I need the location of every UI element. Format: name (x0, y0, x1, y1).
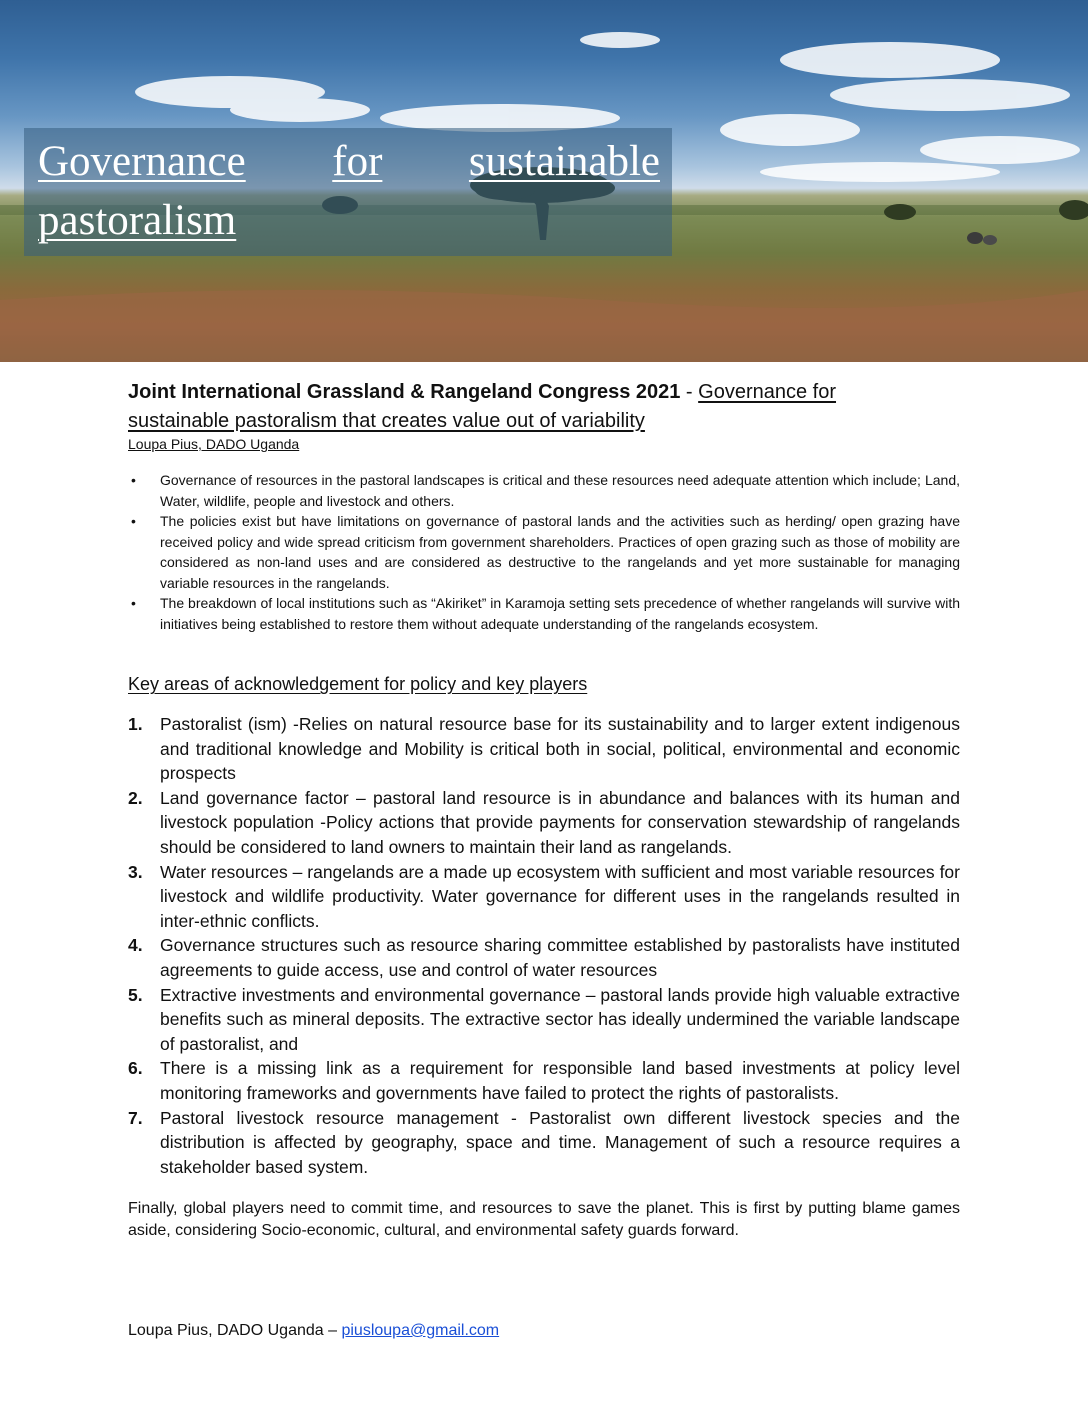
item-number: 1. (128, 714, 143, 734)
bullet-item: • Governance of resources in the pastoral landscapes is critical and these resources need adequate attention which include; Land, Water, wildlife, people and livestock and others. (128, 470, 960, 511)
page-title-line2: pastoralism (38, 197, 237, 244)
document-heading (128, 378, 836, 406)
conference-name: Joint International Grassland & Rangeland Congress 2021 (128, 381, 681, 403)
list-item (128, 712, 960, 786)
author-line: Loupa Pius, DADO Uganda (128, 436, 300, 452)
page-footer (128, 1322, 499, 1340)
item-number: 7. (128, 1107, 143, 1128)
heading-topic-link: Governance for (698, 381, 837, 403)
page-title-line1 (38, 137, 660, 186)
heading-topic-link: sustainable pastoralism that creates value out of variability (128, 410, 645, 432)
item-text: Water resources – rangelands are a made up ecosystem with sufficient and most variable resources for livestock and wildlife productivity. Water governance for different uses in the rangelands resulted in inter-ethnic conflicts. (160, 861, 960, 931)
list-item (128, 933, 960, 982)
item-number: 3. (128, 861, 143, 882)
closing-paragraph: Finally, global players need to commit time, and resources to save the planet. This is first by putting blame games aside, considering Socio-economic, cultural, and environmental safety guards forward. (128, 1200, 960, 1239)
title-word: sustainable (468, 138, 660, 185)
list-item (128, 1056, 960, 1105)
title-word: for (332, 138, 383, 185)
item-text: Pastoral livestock resource management - Pastoralist own different livestock species and the distribution is affected by geography, space and time. Management of such a resource requires a stakeholder based system. (160, 1107, 960, 1177)
item-text: There is a missing link as a requirement for responsible land based investments at policy level monitoring frameworks and governments have failed to protect the rights of pastoralists. (160, 1058, 960, 1103)
heading-separator: - (680, 381, 699, 403)
list-item (128, 860, 960, 934)
document-heading-continued (128, 407, 645, 435)
list-item (128, 786, 960, 860)
bullet-list (128, 470, 960, 634)
bullet-item: • The breakdown of local institutions such as “Akiriket” in Karamoja setting sets precedence of whether rangelands will survive with initiatives being established to restore them without adequate understanding of the rangelands ecosystem. (128, 593, 960, 634)
list-item (128, 983, 960, 1057)
footer-author: Loupa Pius, DADO Uganda – (128, 1322, 342, 1339)
key-areas-list (128, 712, 960, 1179)
item-text: Land governance factor – pastoral land resource is in abundance and balances with its human and livestock population -Policy actions that provide payments for conservation stewardship of rangelands should be considered to land owners to maintain their land as rangelands. (160, 787, 960, 857)
key-areas-heading: Key areas of acknowledgement for policy and key players (128, 674, 588, 694)
item-text: Governance structures such as resource sharing committee established by pastoralists have instituted agreements to guide access, use and control of water resources (160, 935, 960, 980)
bullet-item: • The policies exist but have limitations on governance of pastoral lands and the activities such as herding/ open grazing have received policy and wide spread criticism from government shareholders. Practices of open grazing such as those of mobility are considered as non-land uses and are considered as destructive to the rangelands and yet more sustainable for managing variable resources in the rangelands. (128, 511, 960, 593)
title-word: Governance (38, 138, 246, 185)
item-number: 2. (128, 787, 143, 808)
item-number: 6. (128, 1058, 143, 1079)
item-text: Extractive investments and environmental governance – pastoral lands provide high valuable extractive benefits such as mineral deposits. The extractive sector has ideally undermined the variable landscape of pastoralist, and (160, 984, 960, 1054)
email-link[interactable]: piusloupa@gmail.com (341, 1322, 500, 1339)
list-item (128, 1106, 960, 1180)
item-text: Pastoralist (ism) -Relies on natural resource base for its sustainability and to larger extent indigenous and traditional knowledge and Mobility is critical both in social, political, environmental and economic prospects (160, 714, 960, 784)
item-number: 5. (128, 984, 143, 1005)
item-number: 4. (128, 935, 143, 956)
